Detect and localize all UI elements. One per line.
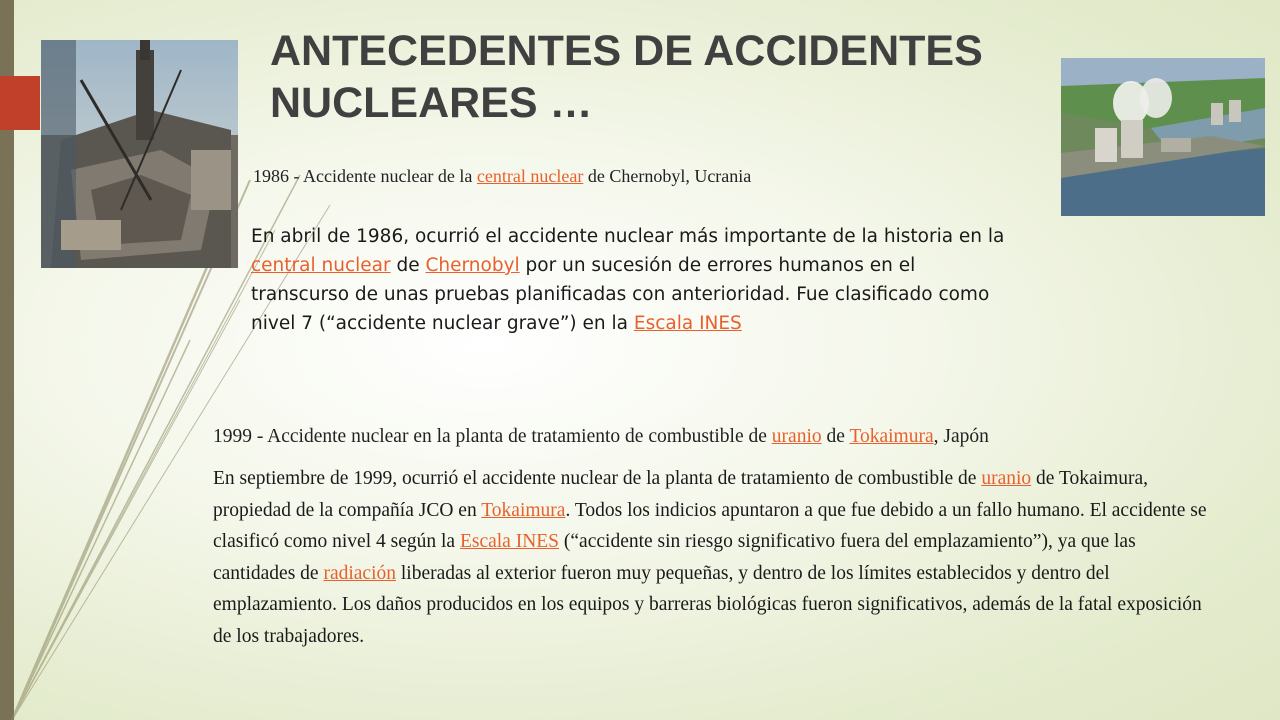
chernobyl-paragraph bbox=[251, 222, 1016, 338]
tokaimura-text-1: En septiembre de 1999, ocurrió el accidente nuclear de la planta de tratamiento de combustible de bbox=[213, 468, 982, 489]
radiacion-link[interactable]: radiación bbox=[323, 562, 396, 584]
tokaimura-text-5: liberadas al exterior fueron muy pequeñas, y dentro de los límites establecidos y dentro del emplazamiento. Los daños producidos en los equipos y barreras biológicas fueron significativos, además de la fatal exposición de los trabajadores. bbox=[213, 562, 1202, 647]
central-nuclear-link-2[interactable]: central nuclear bbox=[251, 255, 391, 276]
slide-title bbox=[270, 25, 1030, 129]
escala-ines-link[interactable]: Escala INES bbox=[633, 313, 742, 334]
chernobyl-photo bbox=[41, 40, 238, 268]
tokaimura-heading bbox=[213, 426, 989, 448]
tokaimura-text-2: de Tokaimura, propiedad de la compañía JCO en bbox=[213, 468, 1149, 521]
red-accent-tab bbox=[0, 76, 40, 130]
chernobyl-text-2: de bbox=[390, 255, 426, 276]
tokaimura-paragraph bbox=[213, 463, 1213, 652]
chernobyl-text-3: por un sucesión de errores humanos en el transcurso de unas pruebas planificadas con anterioridad. Fue clasificado como nivel 7 (“accidente nuclear grave”) en la bbox=[251, 255, 990, 334]
escala-ines-link-2[interactable]: Escala INES bbox=[459, 531, 560, 552]
tokaimura-link-2[interactable]: Tokaimura bbox=[481, 499, 566, 521]
tokaimura-text-4: (“accidente sin riesgo significativo fuera del emplazamiento”), ya que las cantidades de bbox=[213, 531, 1136, 584]
title-line-2: NUCLEARES … bbox=[270, 79, 593, 127]
chernobyl-heading-tail: de Chernobyl, Ucrania bbox=[583, 166, 752, 186]
tokaimura-text-3: . Todos los indicios apuntaron a que fue debido a un fallo humano. El accidente se clasificó como nivel 4 según la bbox=[213, 499, 1207, 552]
chernobyl-text-1: En abril de 1986, ocurrió el accidente nuclear más importante de la historia en la bbox=[251, 226, 1005, 247]
central-nuclear-link[interactable]: central nuclear bbox=[476, 166, 584, 186]
uranio-link[interactable]: uranio bbox=[771, 426, 822, 447]
power-plant-photo bbox=[1061, 58, 1265, 216]
tokaimura-link[interactable]: Tokaimura bbox=[849, 426, 934, 447]
chernobyl-link[interactable]: Chernobyl bbox=[425, 255, 520, 276]
chernobyl-heading-text: 1986 - Accidente nuclear de la bbox=[253, 166, 477, 186]
tokaimura-heading-tail: , Japón bbox=[933, 426, 989, 447]
tokaimura-heading-text: 1999 - Accidente nuclear en la planta de tratamiento de combustible de bbox=[213, 426, 772, 447]
uranio-link-2[interactable]: uranio bbox=[981, 468, 1032, 489]
tokaimura-heading-mid: de bbox=[821, 426, 850, 447]
title-line-1: ANTECEDENTES DE ACCIDENTES bbox=[270, 27, 983, 75]
chernobyl-heading bbox=[253, 166, 751, 187]
